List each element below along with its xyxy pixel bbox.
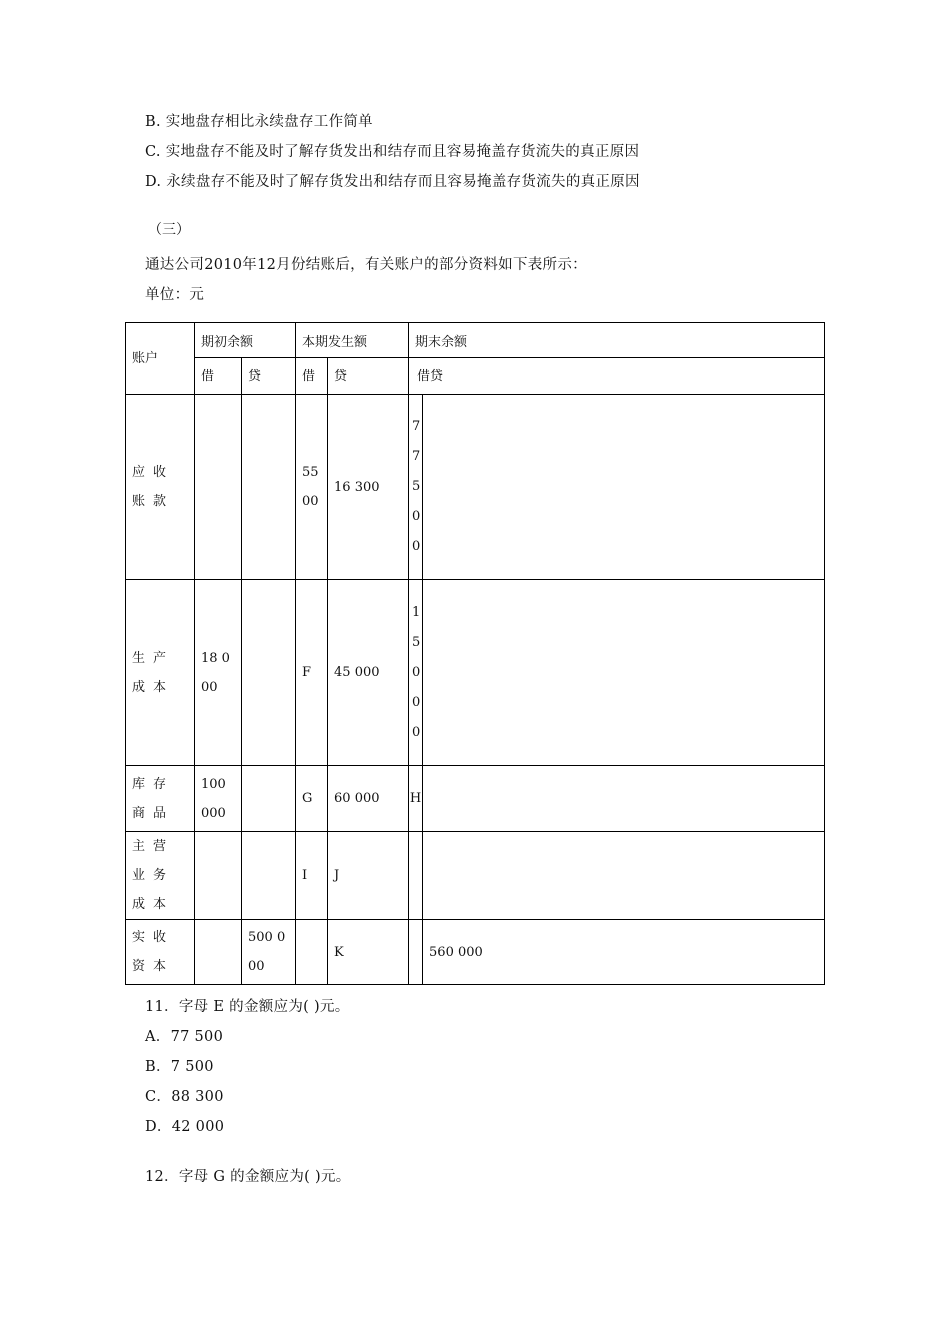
row-open-credit: 500 000 xyxy=(242,920,296,985)
table-row xyxy=(126,766,825,832)
row-open-credit xyxy=(242,580,296,766)
question-11-option-d: D．42 000 xyxy=(145,1119,225,1135)
row-open-credit xyxy=(242,766,296,832)
header-open-credit: 贷 xyxy=(242,358,296,395)
row-cur-debit: I xyxy=(296,832,328,920)
row-open-debit xyxy=(195,395,242,580)
row-close-credit xyxy=(423,580,825,766)
row-open-debit xyxy=(195,832,242,920)
row-close-debit: 77500 xyxy=(409,395,423,580)
row-account: 应收账款 xyxy=(126,395,195,580)
row-close-debit xyxy=(409,832,423,920)
account-table xyxy=(125,322,825,985)
question-11-option-b: B．7 500 xyxy=(145,1059,214,1075)
option-b: B. 实地盘存相比永续盘存工作简单 xyxy=(145,114,373,130)
question-11-option-c: C．88 300 xyxy=(145,1089,224,1105)
header-close-debit-credit: 借贷 xyxy=(409,358,825,395)
row-close-credit xyxy=(423,766,825,832)
header-closing-balance: 期末余额 xyxy=(409,323,825,358)
row-cur-debit xyxy=(296,920,328,985)
row-cur-debit: G xyxy=(296,766,328,832)
option-c: C. 实地盘存不能及时了解存货发出和结存而且容易掩盖存货流失的真正原因 xyxy=(145,144,640,160)
row-close-debit: 15000 xyxy=(409,580,423,766)
table-row xyxy=(126,832,825,920)
row-close-credit: 560 000 xyxy=(423,920,825,985)
row-close-credit xyxy=(423,395,825,580)
row-account: 生产成本 xyxy=(126,580,195,766)
row-account: 主营业务成本 xyxy=(126,832,195,920)
row-cur-credit: K xyxy=(328,920,409,985)
row-cur-credit: 60 000 xyxy=(328,766,409,832)
option-d: D. 永续盘存不能及时了解存货发出和结存而且容易掩盖存货流失的真正原因 xyxy=(145,174,640,190)
section-number: （三） xyxy=(148,222,190,238)
row-cur-debit: 5500 xyxy=(296,395,328,580)
row-open-debit: 18 000 xyxy=(195,580,242,766)
row-close-debit xyxy=(409,920,423,985)
row-cur-credit: 45 000 xyxy=(328,580,409,766)
header-account: 账户 xyxy=(126,323,195,395)
row-open-credit xyxy=(242,832,296,920)
table-row xyxy=(126,920,825,985)
header-open-debit: 借 xyxy=(195,358,242,395)
header-opening-balance: 期初余额 xyxy=(195,323,296,358)
header-cur-credit: 贷 xyxy=(328,358,409,395)
question-11-option-a: A．77 500 xyxy=(145,1029,224,1045)
question-11-stem: 11．字母 E 的金额应为( )元。 xyxy=(145,999,350,1015)
row-account: 实收资本 xyxy=(126,920,195,985)
header-cur-debit: 借 xyxy=(296,358,328,395)
row-cur-credit: 16 300 xyxy=(328,395,409,580)
row-open-debit xyxy=(195,920,242,985)
row-open-credit xyxy=(242,395,296,580)
header-current-amount: 本期发生额 xyxy=(296,323,409,358)
row-cur-credit: J xyxy=(328,832,409,920)
row-account: 库存商品 xyxy=(126,766,195,832)
section-intro: 通达公司2010年12月份结账后，有关账户的部分资料如下表所示： xyxy=(145,257,587,273)
row-close-debit: H xyxy=(409,766,423,832)
row-cur-debit: F xyxy=(296,580,328,766)
table-row xyxy=(126,395,825,580)
unit-label: 单位：元 xyxy=(145,287,205,303)
row-open-debit: 100 000 xyxy=(195,766,242,832)
question-12-stem: 12．字母 G 的金额应为( )元。 xyxy=(145,1169,351,1185)
table-row xyxy=(126,580,825,766)
row-close-credit xyxy=(423,832,825,920)
